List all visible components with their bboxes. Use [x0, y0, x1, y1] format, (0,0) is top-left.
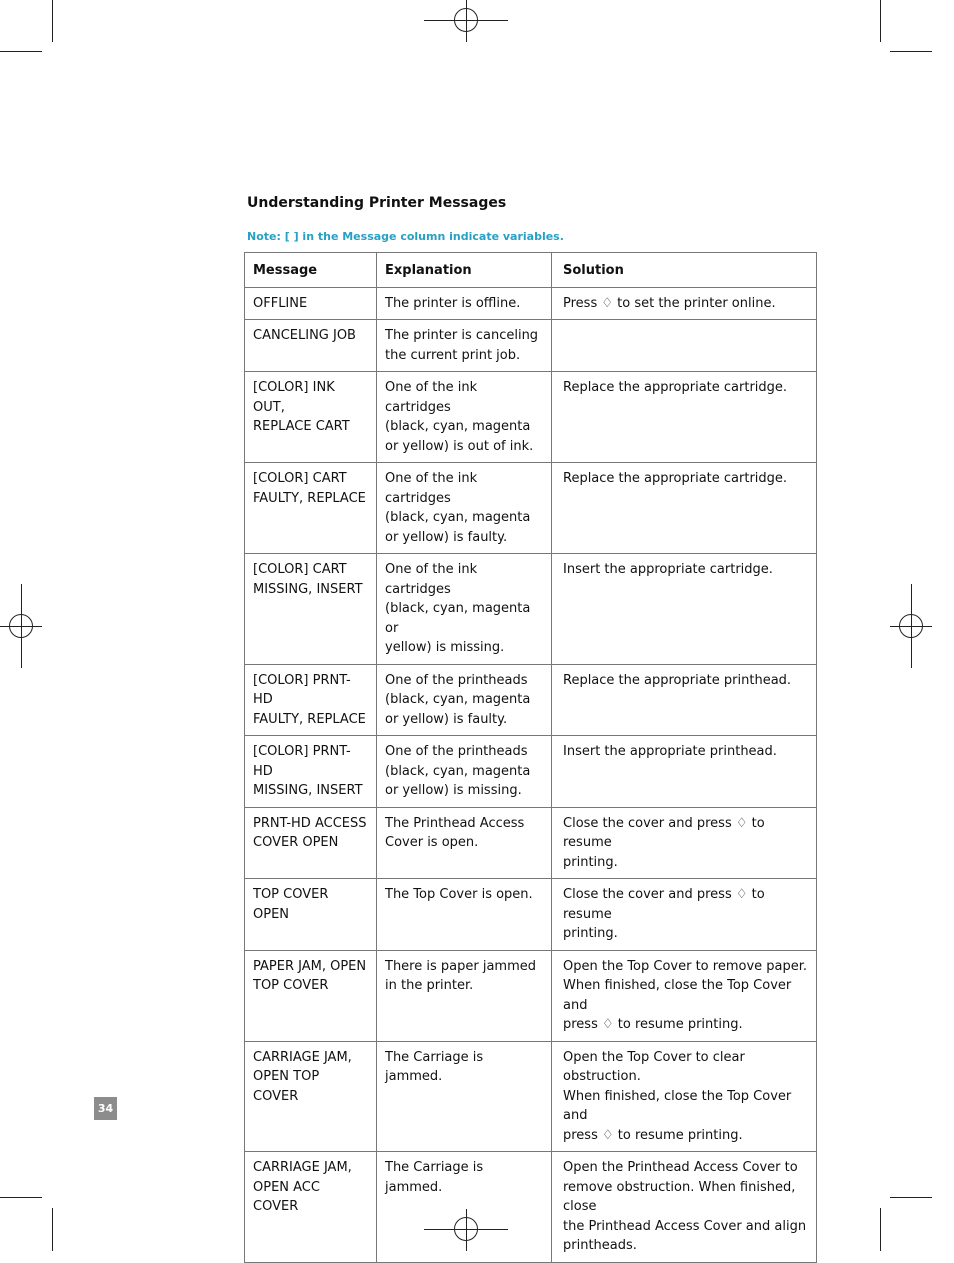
table-row	[245, 736, 817, 808]
message-cell: [COLOR] CART FAULTY, REPLACE	[245, 463, 377, 554]
solution-cell: Insert the appropriate printhead.	[552, 736, 817, 808]
message-cell: CARRIAGE JAM, OPEN TOP COVER	[245, 1041, 377, 1152]
page-number: 34	[94, 1097, 117, 1120]
crop-mark	[890, 1197, 932, 1198]
explanation-cell: One of the ink cartridges (black, cyan, magenta or yellow) is out of ink.	[377, 372, 552, 463]
crop-mark	[890, 51, 932, 52]
message-cell: OFFLINE	[245, 287, 377, 320]
table-header-row	[245, 253, 817, 288]
message-cell: TOP COVER OPEN	[245, 879, 377, 951]
solution-cell	[552, 320, 817, 372]
explanation-cell: The Printhead Access Cover is open.	[377, 807, 552, 879]
solution-cell: Replace the appropriate cartridge.	[552, 372, 817, 463]
message-cell: CANCELING JOB	[245, 320, 377, 372]
printer-messages-table	[244, 252, 817, 1263]
explanation-cell: There is paper jammed in the printer.	[377, 950, 552, 1041]
crop-mark	[880, 1208, 881, 1251]
message-cell: PRNT-HD ACCESS COVER OPEN	[245, 807, 377, 879]
message-cell: [COLOR] CART MISSING, INSERT	[245, 554, 377, 665]
solution-cell: Replace the appropriate printhead.	[552, 664, 817, 736]
solution-cell: Open the Top Cover to remove paper. When finished, close the Top Cover and press ♢ to resume printing.	[552, 950, 817, 1041]
explanation-cell: One of the ink cartridges (black, cyan, magenta or yellow) is faulty.	[377, 463, 552, 554]
crop-mark	[0, 51, 42, 52]
solution-cell: Open the Top Cover to clear obstruction. When finished, close the Top Cover and press ♢ to resume printing.	[552, 1041, 817, 1152]
explanation-cell: One of the printheads (black, cyan, magenta or yellow) is missing.	[377, 736, 552, 808]
message-cell: [COLOR] INK OUT, REPLACE CART	[245, 372, 377, 463]
explanation-cell: The Top Cover is open.	[377, 879, 552, 951]
message-cell: PAPER JAM, OPEN TOP COVER	[245, 950, 377, 1041]
solution-cell: Open the Printhead Access Cover to remove obstruction. When finished, close the Printhead Access Cover and align printheads.	[552, 1152, 817, 1263]
explanation-cell: One of the printheads (black, cyan, magenta or yellow) is faulty.	[377, 664, 552, 736]
table-row	[245, 372, 817, 463]
registration-circle-icon	[9, 614, 33, 638]
table-row	[245, 320, 817, 372]
table-row	[245, 950, 817, 1041]
registration-circle-icon	[454, 8, 478, 32]
page-title: Understanding Printer Messages	[247, 195, 507, 211]
explanation-cell: The printer is offline.	[377, 287, 552, 320]
table-row	[245, 807, 817, 879]
header-explanation: Explanation	[377, 253, 552, 288]
solution-cell: Close the cover and press ♢ to resume printing.	[552, 807, 817, 879]
variables-note: Note: [ ] in the Message column indicate variables.	[247, 230, 564, 243]
registration-circle-icon	[899, 614, 923, 638]
crop-mark	[880, 0, 881, 42]
table-row	[245, 1041, 817, 1152]
message-cell: [COLOR] PRNT-HD MISSING, INSERT	[245, 736, 377, 808]
header-solution: Solution	[552, 253, 817, 288]
explanation-cell: The Carriage is jammed.	[377, 1152, 552, 1263]
solution-cell: Press ♢ to set the printer online.	[552, 287, 817, 320]
crop-mark	[52, 1208, 53, 1251]
explanation-cell: The Carriage is jammed.	[377, 1041, 552, 1152]
message-cell: CARRIAGE JAM, OPEN ACC COVER	[245, 1152, 377, 1263]
table-row	[245, 1152, 817, 1263]
header-message: Message	[245, 253, 377, 288]
explanation-cell: One of the ink cartridges (black, cyan, magenta or yellow) is missing.	[377, 554, 552, 665]
message-cell: [COLOR] PRNT-HD FAULTY, REPLACE	[245, 664, 377, 736]
table-row	[245, 879, 817, 951]
table-row	[245, 463, 817, 554]
solution-cell: Close the cover and press ♢ to resume printing.	[552, 879, 817, 951]
crop-mark	[52, 0, 53, 42]
solution-cell: Insert the appropriate cartridge.	[552, 554, 817, 665]
explanation-cell: The printer is canceling the current print job.	[377, 320, 552, 372]
crop-mark	[0, 1197, 42, 1198]
solution-cell: Replace the appropriate cartridge.	[552, 463, 817, 554]
table-row	[245, 287, 817, 320]
table-row	[245, 664, 817, 736]
table-row	[245, 554, 817, 665]
